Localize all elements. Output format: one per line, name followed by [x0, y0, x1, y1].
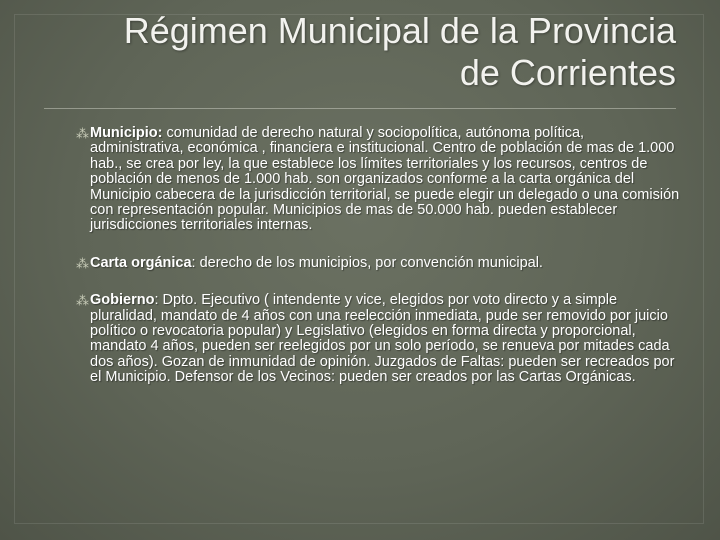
- curl-bullet-icon: ⁂: [76, 255, 89, 271]
- curl-bullet-icon: ⁂: [76, 293, 89, 309]
- slide-title: [36, 10, 676, 94]
- title-line-1: Régimen Municipal de la Provincia: [123, 10, 676, 51]
- text-municipio: comunidad de derecho natural y sociopolítica, autónoma política, administrativa, económica , financiera e institucional. Centro de población de mas de 1.000 hab., se crea por ley, la que establece los límites territoriales y los recursos, centros de población de menos de 1.000 hab. son organizados conforme a la carta orgánica del Municipio cabecera de la jurisdicción territorial, se puede elegir un delegado o una comisión con representación popular. Municipios de mas de 50.000 hab. pueden establecer jurisdicciones territoriales internas.: [90, 125, 680, 234]
- text-gobierno: : Dpto. Ejecutivo ( intendente y vice, elegidos por voto directo y a simple pluralidad, mandato de 4 años con una reelección inmediata, pude ser removido por juicio político o revocatoria popular) y Legislativo (elegidos en forma directa y proporcional, mandato 4 años, pueden ser reelegidos por un solo período, se renueva por mitades cada dos años). Gozan de inmunidad de opinión. Juzgados de Faltas: pueden ser recreados por el Municipio. Defensor de los Vecinos: pueden ser creados por las Cartas Orgánicas.: [90, 292, 675, 386]
- curl-bullet-icon: ⁂: [76, 126, 89, 141]
- slide-body: [76, 125, 680, 408]
- title-line-2: de Corrientes: [459, 52, 676, 93]
- bullet-item-municipio: [76, 125, 680, 234]
- text-carta-organica: : derecho de los municipios, por convención municipal.: [191, 254, 543, 271]
- term-gobierno: Gobierno: [90, 292, 155, 309]
- bullet-item-carta-organica: [76, 254, 680, 271]
- term-carta-organica: Carta orgánica: [90, 254, 192, 271]
- bullet-item-gobierno: [76, 292, 680, 386]
- term-municipio: Municipio:: [90, 125, 163, 141]
- title-divider: [44, 108, 676, 109]
